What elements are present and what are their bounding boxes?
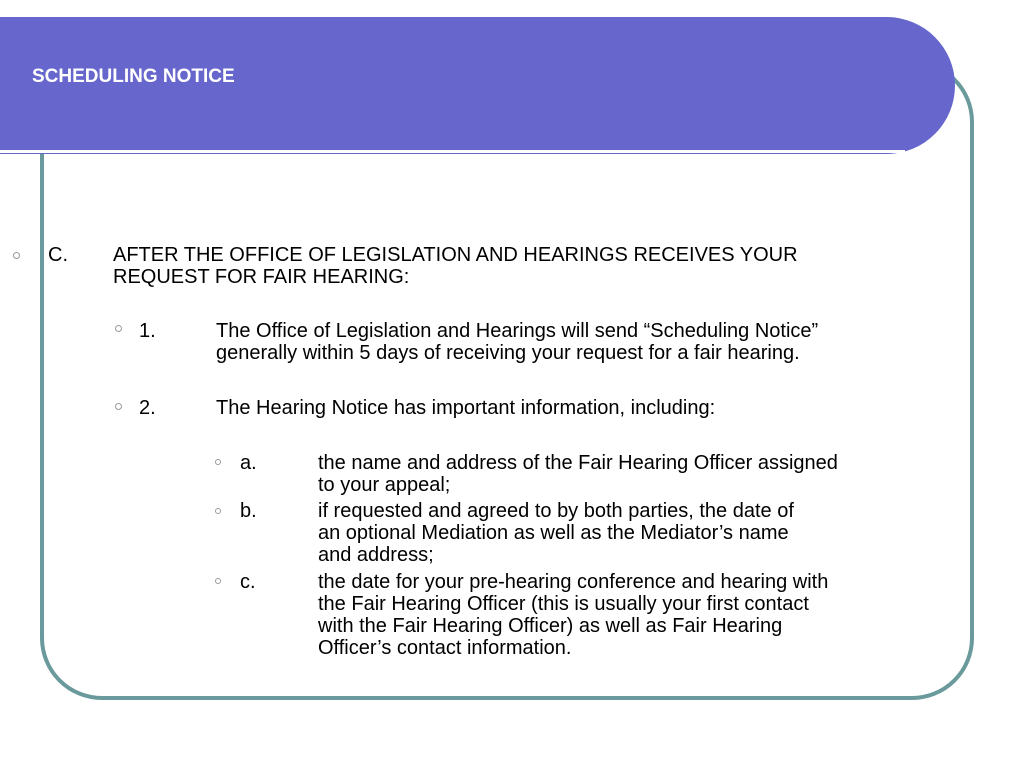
item-line: generally within 5 days of receiving your request for a fair hearing. <box>216 342 800 364</box>
subitem-line: with the Fair Hearing Officer) as well as Fair Hearing <box>318 615 783 637</box>
subitem-line: if requested and agreed to by both parties, the date of <box>318 500 794 522</box>
item-marker: 2. <box>139 397 156 419</box>
subitem-marker: a. <box>240 452 257 474</box>
bullet-icon <box>115 403 122 410</box>
section-line: AFTER THE OFFICE OF LEGISLATION AND HEARINGS RECEIVES YOUR <box>113 244 798 266</box>
section-line: REQUEST FOR FAIR HEARING: <box>113 266 410 288</box>
section-marker: C. <box>48 244 68 266</box>
subitem-marker: c. <box>240 571 256 593</box>
bullet-icon <box>13 252 20 259</box>
item-line: The Hearing Notice has important information, including: <box>216 397 716 419</box>
subitem-marker: b. <box>240 500 257 522</box>
subitem-line: Officer’s contact information. <box>318 637 572 659</box>
bullet-icon <box>215 459 221 465</box>
subitem-line: the name and address of the Fair Hearing Officer assigned <box>318 452 838 474</box>
title-underline <box>0 150 905 153</box>
bullet-icon <box>215 508 221 514</box>
bullet-icon <box>115 325 122 332</box>
item-marker: 1. <box>139 320 156 342</box>
subitem-line: an optional Mediation as well as the Mediator’s name <box>318 522 789 544</box>
subitem-line: the date for your pre-hearing conference and hearing with <box>318 571 829 593</box>
subitem-line: and address; <box>318 544 434 566</box>
subitem-line: the Fair Hearing Officer (this is usually your first contact <box>318 593 809 615</box>
bullet-icon <box>215 578 221 584</box>
subitem-line: to your appeal; <box>318 474 451 496</box>
slide-title: SCHEDULING NOTICE <box>32 66 235 87</box>
item-line: The Office of Legislation and Hearings will send “Scheduling Notice” <box>216 320 819 342</box>
